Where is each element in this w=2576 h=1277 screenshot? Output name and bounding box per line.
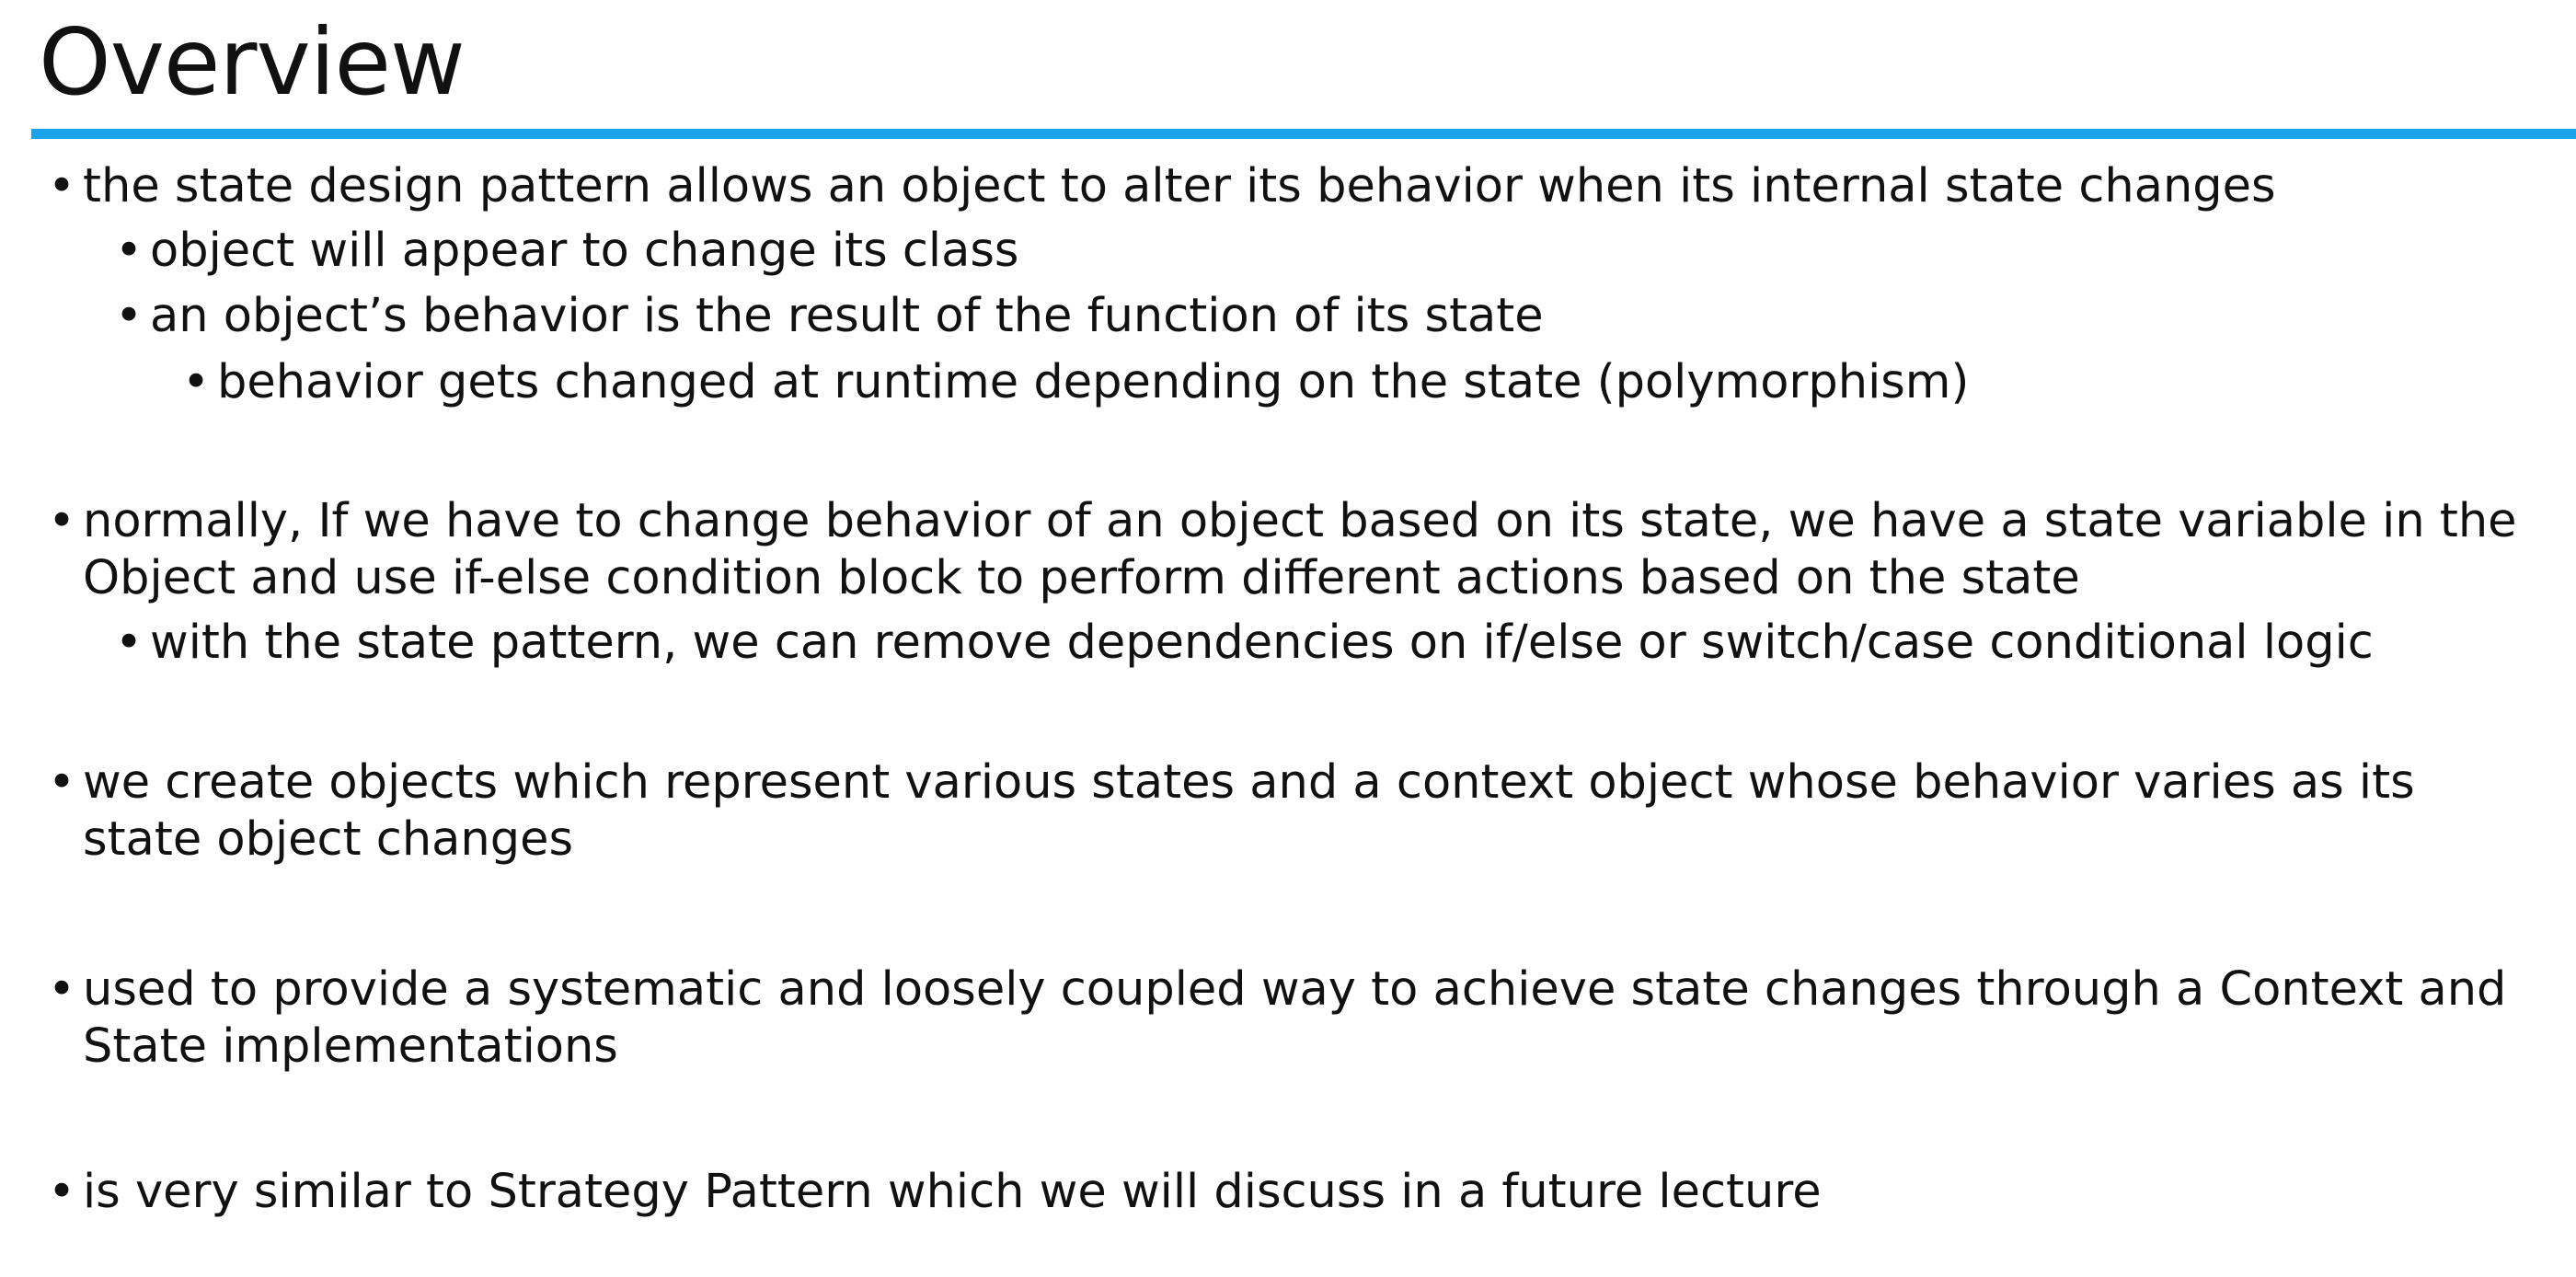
bullet-item [48, 1164, 1822, 1221]
bullet-dot: • [48, 159, 76, 213]
bullet-text-line: the state design pattern allows an object to alter its behavior when its internal state changes [83, 159, 2276, 213]
bullet-item [48, 754, 2415, 869]
bullet-dot: • [48, 962, 76, 1017]
bullet-item [48, 158, 2276, 215]
bullet-text-line: state object changes [83, 812, 574, 867]
bullet-text-line: is very similar to Strategy Pattern which we will discuss in a future lecture [83, 1165, 1822, 1219]
bullet-text-line: behavior gets changed at runtime depending on the state (polymorphism) [217, 355, 1970, 409]
slide-title: Overview [39, 8, 465, 116]
bullet-text-line: Object and use if-else condition block to perform different actions based on the state [83, 551, 2080, 605]
bullet-dot: • [48, 494, 76, 548]
bullet-item [48, 961, 2507, 1076]
bullet-item [115, 288, 1544, 345]
bullet-item [115, 615, 2374, 672]
bullet-text-line: object will appear to change its class [150, 224, 1019, 278]
bullet-text-line: with the state pattern, we can remove dependencies on if/else or switch/case conditional logic [150, 615, 2374, 670]
bullet-text-line: we create objects which represent various states and a context object whose behavior varies as its [83, 755, 2415, 810]
title-underline [31, 129, 2576, 139]
bullet-item [182, 354, 1970, 411]
bullet-item [48, 493, 2517, 607]
bullet-text-line: used to provide a systematic and loosely coupled way to achieve state changes through a Context and [83, 962, 2507, 1017]
bullet-text-line: an object’s behavior is the result of the function of its state [150, 289, 1544, 343]
bullet-item [115, 223, 1019, 280]
bullet-dot: • [48, 755, 76, 810]
bullet-dot: • [182, 355, 211, 409]
bullet-dot: • [48, 1165, 76, 1219]
bullet-dot: • [115, 615, 144, 670]
bullet-dot: • [115, 289, 144, 343]
bullet-dot: • [115, 224, 144, 278]
bullet-text-line: State implementations [83, 1019, 618, 1074]
bullet-text-line: normally, If we have to change behavior of an object based on its state, we have a state variable in the [83, 494, 2517, 548]
